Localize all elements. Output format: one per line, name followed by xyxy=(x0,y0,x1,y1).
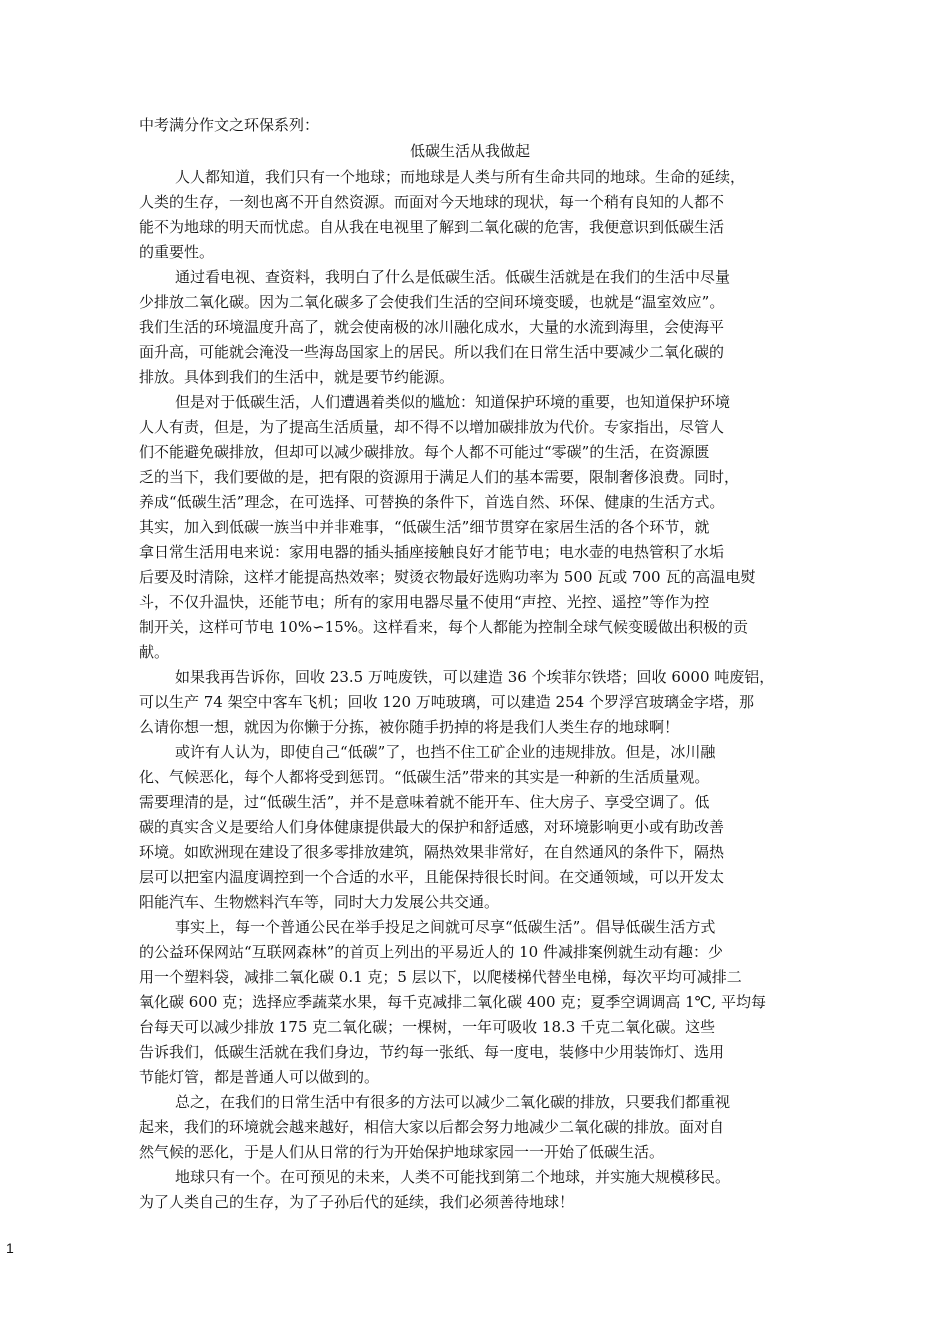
text-line: 制开关，这样可节电 10%∽15%。这样看来，每个人都能为控制全球气候变暖做出积极的贡 xyxy=(139,618,749,636)
text-line: 碳的真实含义是要给人们身体健康提供最大的保护和舒适感，对环境影响更小或有助改善 xyxy=(139,818,725,836)
text-line: 阳能汽车、生物燃料汽车等，同时大力发展公共交通。 xyxy=(139,893,500,911)
text-line: 用一个塑料袋，减排二氧化碳 0.1 克；5 层以下，以爬楼梯代替坐电梯，每次平均可减排二 xyxy=(139,968,742,986)
text-line: 其实，加入到低碳一族当中并非难事，“低碳生活”细节贯穿在家居生活的各个环节，就 xyxy=(139,518,710,536)
text-line: 能不为地球的明天而忧虑。自从我在电视里了解到二氧化碳的危害，我便意识到低碳生活 xyxy=(139,218,725,236)
text-line: 乏的当下，我们要做的是，把有限的资源用于满足人们的基本需要，限制奢侈浪费。同时， xyxy=(139,468,740,486)
text-line: 需要理清的是，过“低碳生活”，并不是意味着就不能开车、住大房子、享受空调了。低 xyxy=(139,793,710,811)
text-line: 告诉我们，低碳生活就在我们身边，节约每一张纸、每一度电，装修中少用装饰灯、选用 xyxy=(139,1043,725,1061)
document-title: 低碳生活从我做起 xyxy=(410,142,531,160)
text-line: 通过看电视、查资料，我明白了什么是低碳生活。低碳生活就是在我们的生活中尽量 xyxy=(175,268,731,286)
text-line: 么请你想一想，就因为你懒于分拣，被你随手扔掉的将是我们人类生存的地球啊！ xyxy=(139,718,680,736)
series-heading: 中考满分作文之环保系列： xyxy=(139,116,320,134)
text-line: 我们生活的环境温度升高了，就会使南极的冰川融化成水，大量的水流到海里，会使海平 xyxy=(139,318,725,336)
text-line: 然气候的恶化，于是人们从日常的行为开始保护地球家园一一开始了低碳生活。 xyxy=(139,1143,665,1161)
text-line: 少排放二氧化碳。因为二氧化碳多了会使我们生活的空间环境变暖，也就是“温室效应”。 xyxy=(139,293,725,311)
text-line: 面升高，可能就会淹没一些海岛国家上的居民。所以我们在日常生活中要减少二氧化碳的 xyxy=(139,343,725,361)
text-line: 化、气候恶化，每个人都将受到惩罚。“低碳生活”带来的其实是一种新的生活质量观。 xyxy=(139,768,710,786)
text-line: 斗，不仅升温快，还能节电；所有的家用电器尽量不使用“声控、光控、遥控”等作为控 xyxy=(139,593,710,611)
text-line: 起来，我们的环境就会越来越好，相信大家以后都会努力地减少二氧化碳的排放。面对自 xyxy=(139,1118,725,1136)
text-line: 排放。具体到我们的生活中，就是要节约能源。 xyxy=(139,368,455,386)
text-line: 事实上，每一个普通公民在举手投足之间就可尽享“低碳生活”。倡导低碳生活方式 xyxy=(175,918,716,936)
text-line: 后要及时清除，这样才能提高热效率；熨烫衣物最好选购功率为 500 瓦或 700 瓦的高温电熨 xyxy=(139,568,756,586)
text-line: 层可以把室内温度调控到一个合适的水平，且能保持很长时间。在交通领域，可以开发太 xyxy=(139,868,725,886)
text-line: 的公益环保网站“互联网森林”的首页上列出的平易近人的 10 件减排案例就生动有趣：少 xyxy=(139,943,723,961)
text-line: 拿日常生活用电来说：家用电器的插头插座接触良好才能节电；电水壶的电热管积了水垢 xyxy=(139,543,725,561)
text-line: 但是对于低碳生活，人们遭遇着类似的尴尬：知道保护环境的重要，也知道保护环境 xyxy=(175,393,731,411)
text-line: 地球只有一个。在可预见的未来，人类不可能找到第二个地球，并实施大规模移民。 xyxy=(175,1168,731,1186)
text-line: 环境。如欧洲现在建设了很多零排放建筑，隔热效果非常好，在自然通风的条件下，隔热 xyxy=(139,843,725,861)
text-line: 总之，在我们的日常生活中有很多的方法可以减少二氧化碳的排放，只要我们都重视 xyxy=(175,1093,731,1111)
text-line: 人类的生存，一刻也离不开自然资源。而面对今天地球的现状，每一个稍有良知的人都不 xyxy=(139,193,725,211)
text-line: 人人有责，但是，为了提高生活质量，却不得不以增加碳排放为代价。专家指出，尽管人 xyxy=(139,418,725,436)
text-line: 养成“低碳生活”理念，在可选择、可替换的条件下，首选自然、环保、健康的生活方式。 xyxy=(139,493,725,511)
text-line: 可以生产 74 架空中客车飞机；回收 120 万吨玻璃，可以建造 254 个罗浮宫玻璃金字塔，那 xyxy=(139,693,754,711)
text-line: 们不能避免碳排放，但却可以减少碳排放。每个人都不可能过“零碳”的生活，在资源匮 xyxy=(139,443,710,461)
text-line: 人人都知道，我们只有一个地球；而地球是人类与所有生命共同的地球。生命的延续， xyxy=(175,168,746,186)
text-line: 为了人类自己的生存，为了子孙后代的延续，我们必须善待地球！ xyxy=(139,1193,575,1211)
text-line: 的重要性。 xyxy=(139,243,215,261)
page-number: 1 xyxy=(6,1240,14,1256)
text-line: 或许有人认为，即使自己“低碳”了，也挡不住工矿企业的违规排放。但是，冰川融 xyxy=(175,743,716,761)
text-line: 节能灯管，都是普通人可以做到的。 xyxy=(139,1068,380,1086)
text-line: 献。 xyxy=(139,643,170,661)
text-line: 氧化碳 600 克；选择应季蔬菜水果，每千克减排二氧化碳 400 克；夏季空调调高 1℃, 平均每 xyxy=(139,993,766,1011)
text-line: 台每天可以减少排放 175 克二氧化碳；一棵树，一年可吸收 18.3 千克二氧化碳。这些 xyxy=(139,1018,716,1036)
text-line: 如果我再告诉你，回收 23.5 万吨废铁，可以建造 36 个埃菲尔铁塔；回收 6000 吨废铝， xyxy=(175,668,775,686)
